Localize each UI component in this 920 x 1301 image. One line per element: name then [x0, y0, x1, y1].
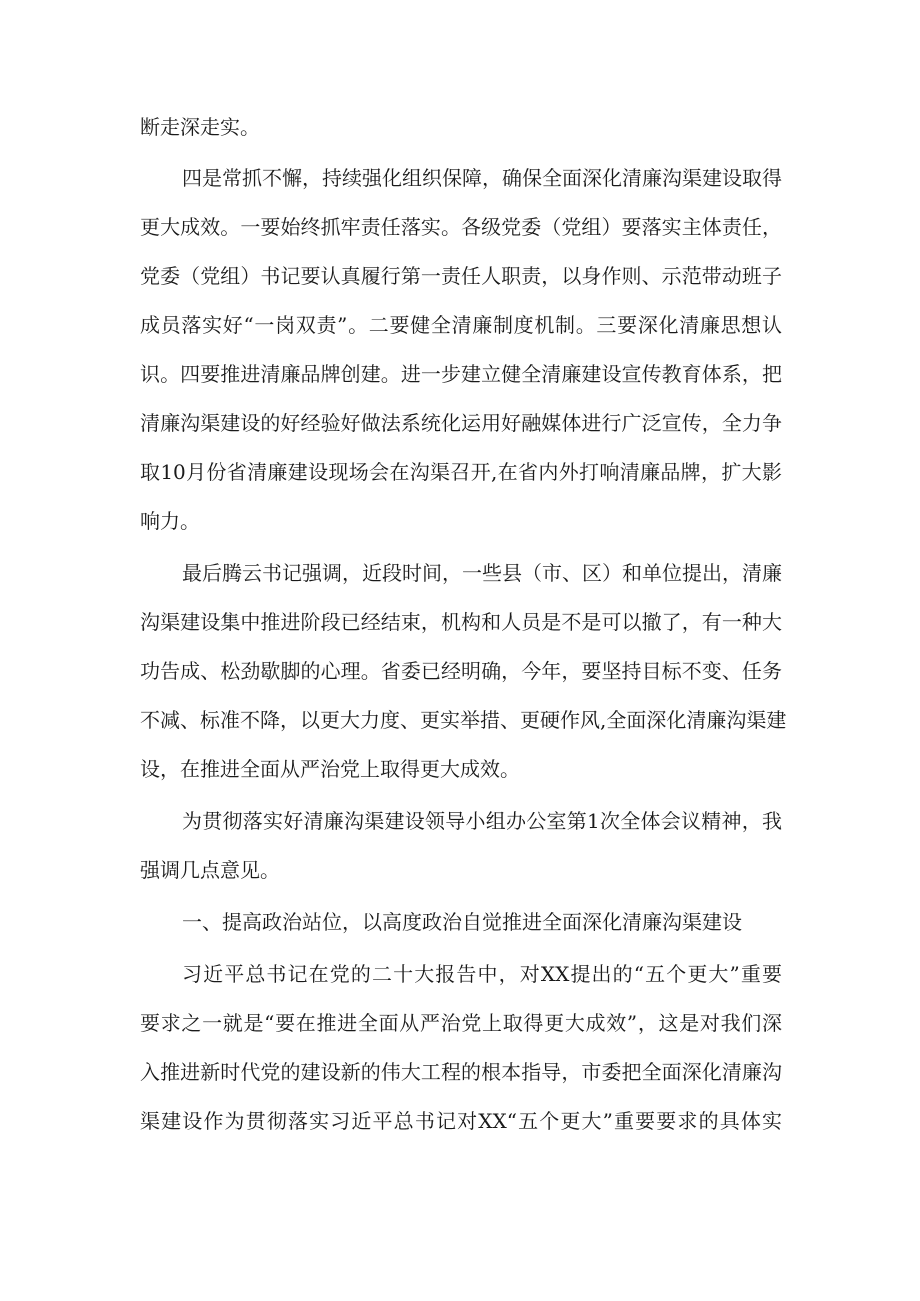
paragraph-line: 强调几点意见。: [140, 858, 280, 882]
paragraph-line: 不减、标准不降，以更大力度、更实举措、更硬作风,全面深化清廉沟渠建: [140, 708, 787, 732]
paragraph-line: 四是常抓不懈，持续强化组织保障，确保全面深化清廉沟渠建设取得: [182, 166, 782, 190]
section-heading: 一、提高政治站位，以高度政治自觉推进全面深化清廉沟渠建设: [182, 910, 742, 934]
paragraph-line: 党委（党组）书记要认真履行第一责任人职责，以身作则、示范带动班子: [140, 264, 782, 288]
paragraph-line: 识。四要推进清廉品牌创建。进一步建立健全清廉建设宣传教育体系，把: [140, 362, 782, 386]
paragraph-line: 响力。: [140, 509, 200, 533]
paragraph-line: 取10月份省清廉建设现场会在沟渠召开,在省内外打响清廉品牌，扩大影: [140, 460, 782, 484]
paragraph-line: 要求之一就是“要在推进全面从严治党上取得更大成效”，这是对我们深: [140, 1011, 782, 1035]
paragraph-line: 最后腾云书记强调，近段时间，一些县（市、区）和单位提出，清廉: [182, 561, 782, 585]
paragraph-line: 更大成效。一要始终抓牢责任落实。各级党委（党组）要落实主体责任，: [140, 215, 782, 239]
paragraph-line: 渠建设作为贯彻落实习近平总书记对XX“五个更大”重要要求的具体实: [140, 1109, 782, 1133]
paragraph-line: 设，在推进全面从严治党上取得更大成效。: [140, 757, 520, 781]
paragraph-line: 入推进新时代党的建设新的伟大工程的根本指导，市委把全面深化清廉沟: [140, 1060, 782, 1084]
paragraph-line: 为贯彻落实好清廉沟渠建设领导小组办公室第1次全体会议精神，我: [182, 809, 782, 833]
paragraph-line: 断走深走实。: [140, 115, 260, 139]
paragraph-line: 功告成、松劲歇脚的心理。省委已经明确，今年，要坚持目标不变、任务: [140, 659, 782, 683]
paragraph-line: 清廉沟渠建设的好经验好做法系统化运用好融媒体进行广泛宣传，全力争: [140, 411, 782, 435]
paragraph-line: 成员落实好“一岗双责”。二要健全清廉制度机制。三要深化清廉思想认: [140, 313, 782, 337]
paragraph-line: 习近平总书记在党的二十大报告中，对XX提出的“五个更大”重要: [182, 962, 782, 986]
paragraph-line: 沟渠建设集中推进阶段已经结束，机构和人员是不是可以撤了，有一种大: [140, 610, 782, 634]
